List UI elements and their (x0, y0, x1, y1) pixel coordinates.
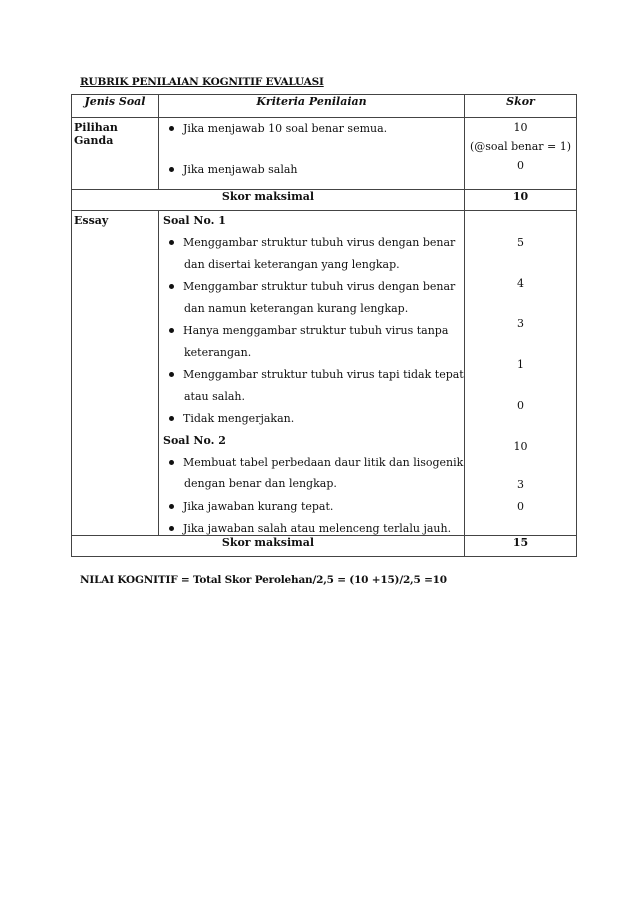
s1-item-2: Menggambar struktur tubuh virus dengan benar (169, 280, 455, 293)
essay-score-3: 3 (517, 317, 524, 330)
s1-item-2-cont: dan namun keterangan kurang lengkap. (184, 302, 409, 315)
soal-1-label: Soal No. 1 (163, 214, 226, 227)
s1-item-1: Menggambar struktur tubuh virus dengan benar (169, 236, 455, 249)
essay-score-4: 1 (517, 358, 524, 371)
header-kriteria-penilaian: Kriteria Penilaian (159, 95, 465, 118)
s1-item-1-cont: dan disertai keterangan yang lengkap. (184, 258, 400, 271)
pg-score-2: 0 (517, 159, 524, 172)
bullet-icon (169, 284, 174, 289)
essay-score-6: 10 (513, 440, 528, 453)
row-pilihan-ganda (72, 118, 577, 190)
soal-2-label: Soal No. 2 (163, 434, 226, 447)
essay-score-2: 4 (517, 277, 524, 290)
bullet-icon (169, 328, 174, 333)
header-row (72, 95, 577, 118)
max-value-essay: 15 (465, 536, 577, 557)
pg-item-2: Jika menjawab salah (169, 163, 298, 176)
pg-score-1: 10 (513, 121, 528, 134)
kriteria-pilihan-ganda (159, 118, 465, 190)
s2-item-2: Jika jawaban kurang tepat. (169, 500, 333, 513)
pg-score-note: (@soal benar = 1) (469, 140, 572, 153)
nilai-kognitif-formula: NILAI KOGNITIF = Total Skor Perolehan/2,5 = (10 +15)/2,5 =10 (80, 574, 447, 586)
s1-item-4: Menggambar struktur tubuh virus tapi tidak tepat (169, 368, 464, 381)
essay-score-8: 0 (517, 500, 524, 513)
pg-item-1: Jika menjawab 10 soal benar semua. (169, 122, 387, 135)
jenis-pilihan-ganda: Pilihan Ganda (72, 118, 159, 190)
jenis-essay: Essay (72, 211, 159, 536)
header-jenis-soal: Jenis Soal (72, 95, 159, 118)
header-skor: Skor (465, 95, 577, 118)
max-value-pg: 10 (465, 190, 577, 211)
s1-item-3: Hanya menggambar struktur tubuh virus tanpa (169, 324, 448, 337)
row-max-essay (72, 536, 577, 557)
s2-item-3: Jika jawaban salah atau melenceng terlalu jauh. (169, 522, 451, 535)
bullet-icon (169, 416, 174, 421)
max-label-pg: Skor maksimal (72, 190, 465, 211)
bullet-icon (169, 126, 174, 131)
row-max-pilihan-ganda (72, 190, 577, 211)
bullet-icon (169, 460, 174, 465)
rubric-table (71, 94, 577, 557)
s1-item-3-cont: keterangan. (184, 346, 252, 359)
row-essay (72, 211, 577, 536)
essay-score-5: 0 (517, 399, 524, 412)
bullet-icon (169, 167, 174, 172)
bullet-icon (169, 504, 174, 509)
kriteria-essay (159, 211, 465, 536)
max-label-essay: Skor maksimal (72, 536, 465, 557)
essay-score-1: 5 (517, 236, 524, 249)
skor-essay (465, 211, 577, 536)
s2-item-1: Membuat tabel perbedaan daur litik dan lisogenik (169, 456, 463, 469)
bullet-icon (169, 526, 174, 531)
rubric-title: RUBRIK PENILAIAN KOGNITIF EVALUASI (80, 76, 324, 88)
s2-item-1-cont: dengan benar dan lengkap. (184, 477, 337, 490)
s1-item-4-cont: atau salah. (184, 390, 245, 403)
skor-pilihan-ganda (465, 118, 577, 190)
s1-item-5: Tidak mengerjakan. (169, 412, 294, 425)
bullet-icon (169, 372, 174, 377)
bullet-icon (169, 240, 174, 245)
essay-score-7: 3 (517, 478, 524, 491)
